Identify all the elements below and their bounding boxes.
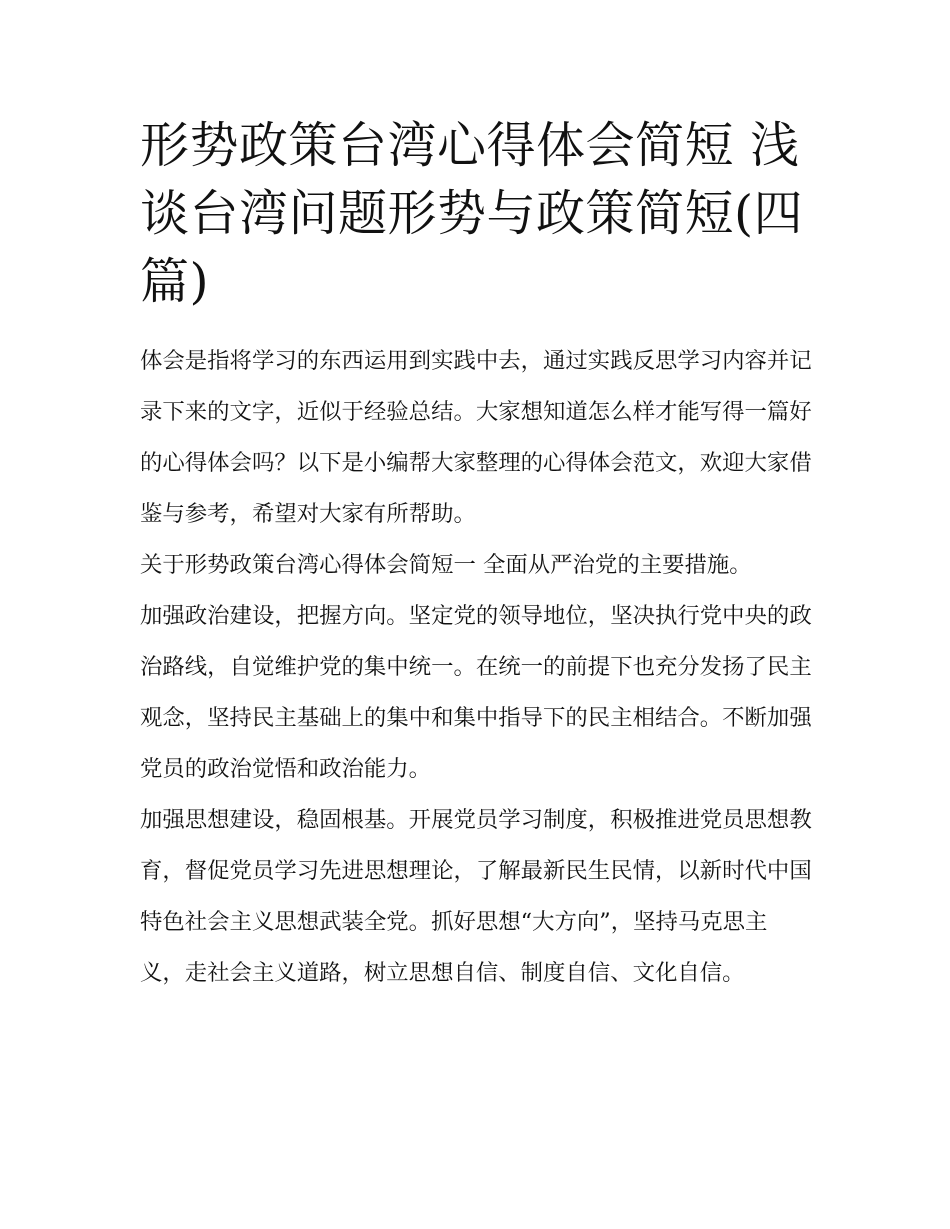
document-title: 形势政策台湾心得体会简短 浅谈台湾问题形势与政策简短(四篇) <box>140 117 804 310</box>
ideological-construction-paragraph: 加强思想建设，稳固根基。开展党员学习制度，积极推进党员思想教育，督促党员学习先进思想理论，了解最新民生民情，以新时代中国特色社会主义思想武装全党。抓好思想“大方向”，坚持马克思主义，走社会主义道路，树立思想自信、制度自信、文化自信。 <box>140 807 812 986</box>
political-construction-paragraph: 加强政治建设，把握方向。坚定党的领导地位，坚决执行党中央的政治路线，自觉维护党的集中统一。在统一的前提下也充分发扬了民主观念，坚持民主基础上的集中和集中指导下的民主相结合。不断加强党员的政治觉悟和政治能力。 <box>140 603 812 782</box>
intro-paragraph: 体会是指将学习的东西运用到实践中去，通过实践反思学习内容并记录下来的文字，近似于经验总结。大家想知道怎么样才能写得一篇好的心得体会吗？以下是小编帮大家整理的心得体会范文，欢迎大家借鉴与参考，希望对大家有所帮助。 <box>140 348 812 527</box>
section-heading-paragraph: 关于形势政策台湾心得体会简短一 全面从严治党的主要措施。 <box>140 552 752 578</box>
document-page <box>140 112 812 999</box>
